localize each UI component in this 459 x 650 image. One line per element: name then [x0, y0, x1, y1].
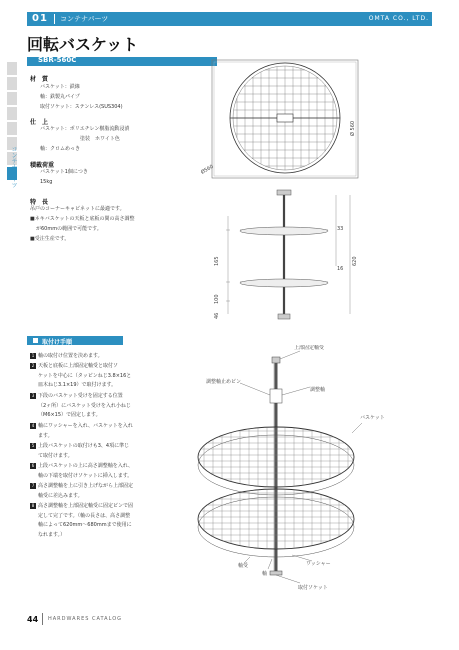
step-text: て取付けます。 — [38, 452, 73, 459]
page-number: 44 — [27, 615, 39, 624]
finish-heading: 仕 上 — [30, 119, 49, 126]
spec-line: バスケット1個につき — [40, 169, 88, 175]
label-washer: ワッシャー — [306, 561, 331, 567]
load-heading: 積載荷重 — [30, 162, 55, 169]
header-separator — [54, 14, 55, 24]
index-tab[interactable] — [7, 92, 17, 105]
step-8 — [30, 502, 178, 540]
label-shaft-bearing: 軸受 — [238, 563, 249, 569]
dim-label: 620 — [352, 256, 358, 266]
page-title: 回転バスケット — [27, 35, 139, 54]
step-5 — [30, 442, 178, 461]
step-number: 5 — [31, 443, 35, 448]
feature-line: が60mmの範囲で可能です。 — [36, 226, 102, 232]
step-text: （M6×15）で固定します。 — [38, 412, 101, 419]
step-4 — [30, 422, 178, 441]
step-text: ケットを中心に（タッピンねじ3.8×16と — [38, 372, 132, 379]
center-hub — [277, 114, 293, 122]
model-number: SBR-560C — [38, 56, 77, 64]
step-text: 天板と底板に上部固定軸受と取付ソ — [38, 363, 119, 369]
section-number: 01 — [32, 13, 48, 24]
spec-line: 塗装 ホワイト色 — [80, 136, 120, 142]
label-socket: 取付ソケット — [298, 585, 328, 591]
step-text: ます。 — [38, 432, 53, 439]
finish-list — [40, 124, 129, 154]
features-heading: 特 長 — [30, 199, 49, 206]
spec-line: バスケット：鉄線 — [40, 84, 80, 90]
step-text: 高さ調整軸を上部固定軸受に固定ピンで固 — [38, 503, 134, 509]
step-text: 軸によって620mm〜680mmまで使用に — [38, 522, 132, 529]
index-tab[interactable] — [7, 107, 17, 120]
features-list — [30, 204, 134, 244]
catalog-name: HARDWARES CATALOG — [48, 616, 123, 622]
step-text: 軸の取付け位置を決めます。 — [38, 353, 103, 359]
material-heading: 材 質 — [30, 76, 49, 83]
step-text: 下段のバスケット受けを固定する位置 — [38, 393, 123, 399]
assembly-illustration — [180, 345, 430, 600]
dim-label: 33 — [337, 226, 344, 232]
adjust-sleeve — [270, 389, 282, 403]
label-top-bearing: 上部固定軸受 — [294, 345, 325, 351]
step-number: 3 — [31, 393, 35, 398]
step-number: 1 — [31, 353, 35, 358]
label-axis: 軸 — [262, 571, 268, 577]
footer-divider — [42, 613, 43, 625]
top-bearing — [277, 190, 291, 195]
material-list — [40, 82, 123, 112]
step-number: 4 — [31, 423, 35, 428]
spec-line: 軸：鉄製丸パイプ — [40, 94, 80, 100]
procedure-heading: 取付け手順 — [42, 339, 73, 346]
top-bearing-part — [272, 357, 280, 363]
step-text: 上段バスケットの取付けも3、4項に準じ — [38, 443, 130, 449]
index-tab[interactable] — [7, 122, 17, 135]
lower-basket — [240, 279, 328, 287]
dim-inner: Ø 560 — [350, 120, 356, 136]
step-3 — [30, 392, 178, 421]
step-text: 上段バスケットの上に高さ調整軸を入れ、 — [38, 463, 134, 469]
technical-drawing — [200, 56, 372, 328]
section-category: コンテナパーツ — [60, 15, 109, 23]
spec-line: 取付ソケット：ステンレス(SUS304) — [40, 104, 123, 110]
dim-diameter: Ø560 — [200, 163, 215, 176]
spec-line: 15kg — [40, 179, 53, 185]
feature-line: ■ネキバスケットの天板と底板の間の高さ調整 — [30, 216, 135, 222]
mounting-socket — [278, 314, 290, 319]
spec-line: 軸：クロムめっき — [40, 146, 80, 152]
step-text: 定して完了です。（軸の長さは、高さ調整 — [38, 512, 131, 519]
step-7 — [30, 482, 178, 501]
step-1 — [30, 352, 178, 362]
step-text: 皿木ねじ3.1×19）で取付けます。 — [38, 382, 117, 389]
step-text: 軸にワッシャーを入れ、バスケットを入れ — [38, 423, 133, 429]
step-text: （2ヶ所）にバスケット受けを入れ小ねじ — [38, 402, 131, 409]
dim-label: 100 — [214, 294, 220, 304]
feature-line: 吊戸のコーナーキャビネットに最適です。 — [30, 206, 125, 212]
dim-label: 46 — [214, 312, 220, 319]
feature-line: ■受注生産です。 — [30, 236, 70, 242]
step-number: 8 — [31, 503, 35, 508]
step-6 — [30, 462, 178, 481]
step-text: 高さ調整軸を上に引き上げながら上部固定 — [38, 483, 134, 489]
index-tab[interactable] — [7, 62, 17, 75]
spec-line: バスケット：ポリエチレン樹脂流動浸漬 — [40, 126, 130, 132]
label-adjust-shaft: 調整軸 — [310, 387, 326, 393]
step-text: なれます。） — [38, 531, 66, 538]
label-basket: バスケット — [360, 415, 385, 421]
step-2 — [30, 362, 178, 391]
step-text: 軸受に差込みます。 — [38, 492, 83, 499]
index-tab[interactable] — [7, 77, 17, 90]
step-number: 7 — [31, 483, 35, 488]
procedure-bullet — [33, 338, 38, 343]
load-list — [40, 167, 88, 187]
side-category-label: コンテナパーツ — [10, 146, 17, 188]
socket-part — [270, 571, 282, 575]
upper-basket — [240, 227, 328, 235]
step-number: 6 — [31, 463, 35, 468]
dim-label: 165 — [214, 256, 220, 266]
dim-label: 16 — [337, 266, 344, 272]
step-text: 軸の下端を取付けソケットに挿入します。 — [38, 472, 133, 479]
step-number: 2 — [31, 363, 35, 368]
dimension-lines — [226, 195, 350, 314]
label-pin: 調整軸止めピン — [206, 379, 242, 385]
company-name: OMTA CO., LTD. — [368, 15, 429, 22]
